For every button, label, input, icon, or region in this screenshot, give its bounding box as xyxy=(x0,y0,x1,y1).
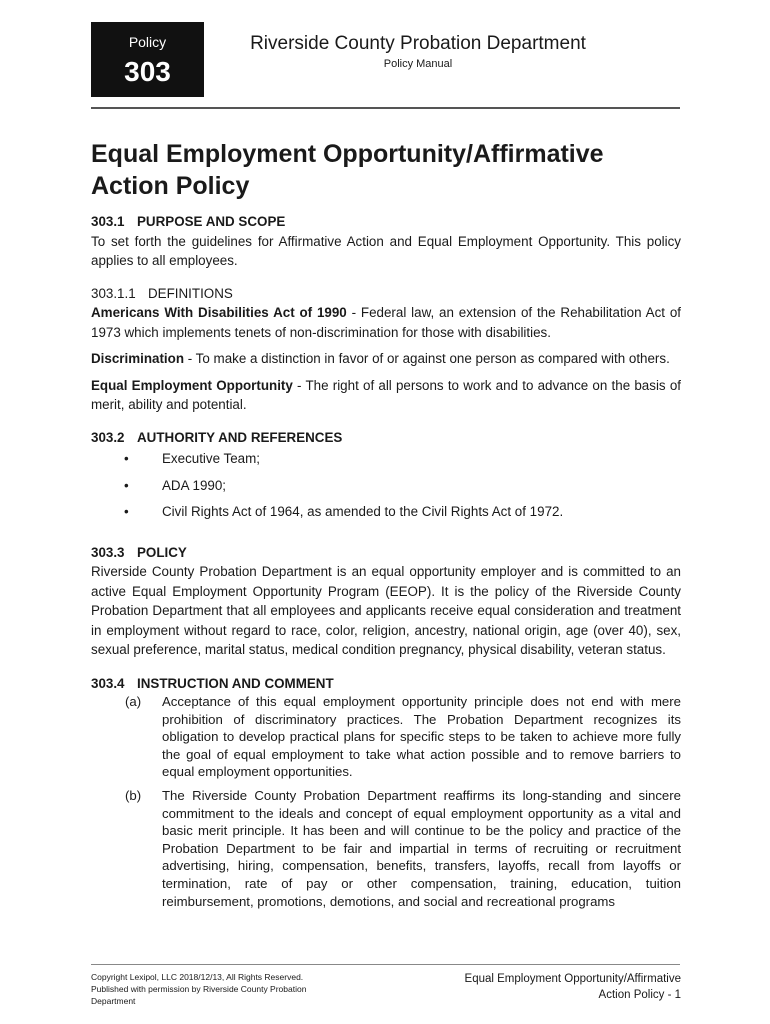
section-title: DEFINITIONS xyxy=(148,285,233,301)
instruction-list xyxy=(91,693,681,910)
section-title: POLICY xyxy=(137,544,187,560)
item-marker: (b) xyxy=(125,787,142,803)
list-item-text: The Riverside County Probation Department reaffirms its long-standing and sincere commitment to the ideals and concept of equal employment opportunity as a vital and basic merit principle. It has been and will continue to be the policy and practice of the Probation Department to be fair and impartial in terms of recruiting or recruitment advertising, hiring, compensation, benefits, transfers, layoffs, recall from layoffs or termination, rate of pay or other compensation, training, education, tuition reimbursement, promotions, demotions, and social and recreational programs xyxy=(162,787,681,909)
definition-discrimination xyxy=(91,349,681,369)
policy-body xyxy=(91,212,681,910)
list-item xyxy=(91,449,681,476)
title-line-2: Action Policy xyxy=(91,172,250,200)
footer-copyright-line: Copyright Lexipol, LLC 2018/12/13, All Rights Reserved. xyxy=(91,972,304,982)
footer-page-label xyxy=(430,971,681,1003)
list-item xyxy=(91,693,681,781)
list-item-text: ADA 1990; xyxy=(162,477,227,493)
definition-term: Americans With Disabilities Act of 1990 xyxy=(91,305,347,320)
definition-text: - The right of all persons to work and to advance on the basis of merit, ability and potential. xyxy=(91,377,681,412)
list-item-text: Acceptance of this equal employment opportunity principle does not end with mere prohibition of discriminatory practices. The Probation Department recognizes its obligation to develop practical plans for specific steps to be taken to achieve more fully the goal of equal employment to take what action possible and to remove barriers to equal employment opportunities. xyxy=(162,694,681,780)
list-item xyxy=(91,787,681,910)
section-number: 303.2 xyxy=(91,429,125,445)
bullet-icon: • xyxy=(124,451,129,466)
department-name: Riverside County Probation Department xyxy=(250,33,586,54)
section-instruction-heading xyxy=(91,674,681,694)
definition-term: Discrimination xyxy=(91,351,185,366)
footer-title-line: Equal Employment Opportunity/Affirmative xyxy=(464,973,681,985)
section-title: INSTRUCTION AND COMMENT xyxy=(137,675,334,691)
page-title xyxy=(91,138,681,202)
policy-label: Policy xyxy=(128,34,167,50)
list-item xyxy=(91,476,681,503)
list-item-text: Executive Team; xyxy=(162,451,260,466)
footer-copyright xyxy=(91,971,331,1007)
authority-list xyxy=(91,449,681,529)
section-purpose-heading xyxy=(91,212,681,232)
list-item-text: Civil Rights Act of 1964, as amended to the Civil Rights Act of 1972. xyxy=(162,504,564,519)
section-number: 303.1 xyxy=(91,214,125,229)
section-title: AUTHORITY AND REFERENCES xyxy=(137,429,343,445)
section-purpose-text: To set forth the guidelines for Affirmative Action and Equal Employment Opportunity. This policy applies to all employees. xyxy=(91,233,681,268)
section-number: 303.4 xyxy=(91,675,125,691)
policy-number: 303 xyxy=(124,56,171,87)
bullet-icon: • xyxy=(124,477,129,493)
footer-page-number: Action Policy - 1 xyxy=(598,989,681,1001)
section-title: PURPOSE AND SCOPE xyxy=(137,214,286,229)
definition-text: - To make a distinction in favor of or against one person as compared with others. xyxy=(184,351,670,366)
list-item xyxy=(91,502,681,529)
definition-term: Equal Employment Opportunity xyxy=(91,377,293,393)
policy-number-box xyxy=(91,22,204,97)
manual-name: Policy Manual xyxy=(383,58,453,70)
section-policy-text: Riverside County Probation Department is an equal opportunity employer and is committed to an active Equal Employment Opportunity Program (EEOP). It is the policy of the Riverside County Probation Department that all employees and applicants receive equal consideration and treatment in employment without regard to race, color, religion, ancestry, national origin, age (over 40), sex, sexual preference, marital status, medical condition pregnancy, physical disability, veteran status. xyxy=(91,564,681,657)
section-authority-heading xyxy=(91,428,681,448)
footer-divider xyxy=(91,964,680,965)
definition-eeo xyxy=(91,376,681,415)
definition-ada xyxy=(91,303,681,342)
footer-copyright-line: Department xyxy=(91,996,136,1006)
footer-copyright-line: Published with permission by Riverside County Probation xyxy=(91,984,307,994)
section-definitions-heading xyxy=(91,284,681,304)
section-policy-heading xyxy=(91,543,681,563)
item-marker: (a) xyxy=(125,694,142,709)
bullet-icon: • xyxy=(124,504,129,519)
section-number: 303.1.1 xyxy=(91,285,136,301)
title-line-1: Equal Employment Opportunity/Affirmative xyxy=(91,140,604,168)
header-divider xyxy=(91,107,680,109)
definition-text: - Federal law, an extension of the Rehabilitation Act of 1973 which implements tenets of non-discrimination for those with disabilities. xyxy=(91,305,681,340)
section-number: 303.3 xyxy=(91,544,125,560)
